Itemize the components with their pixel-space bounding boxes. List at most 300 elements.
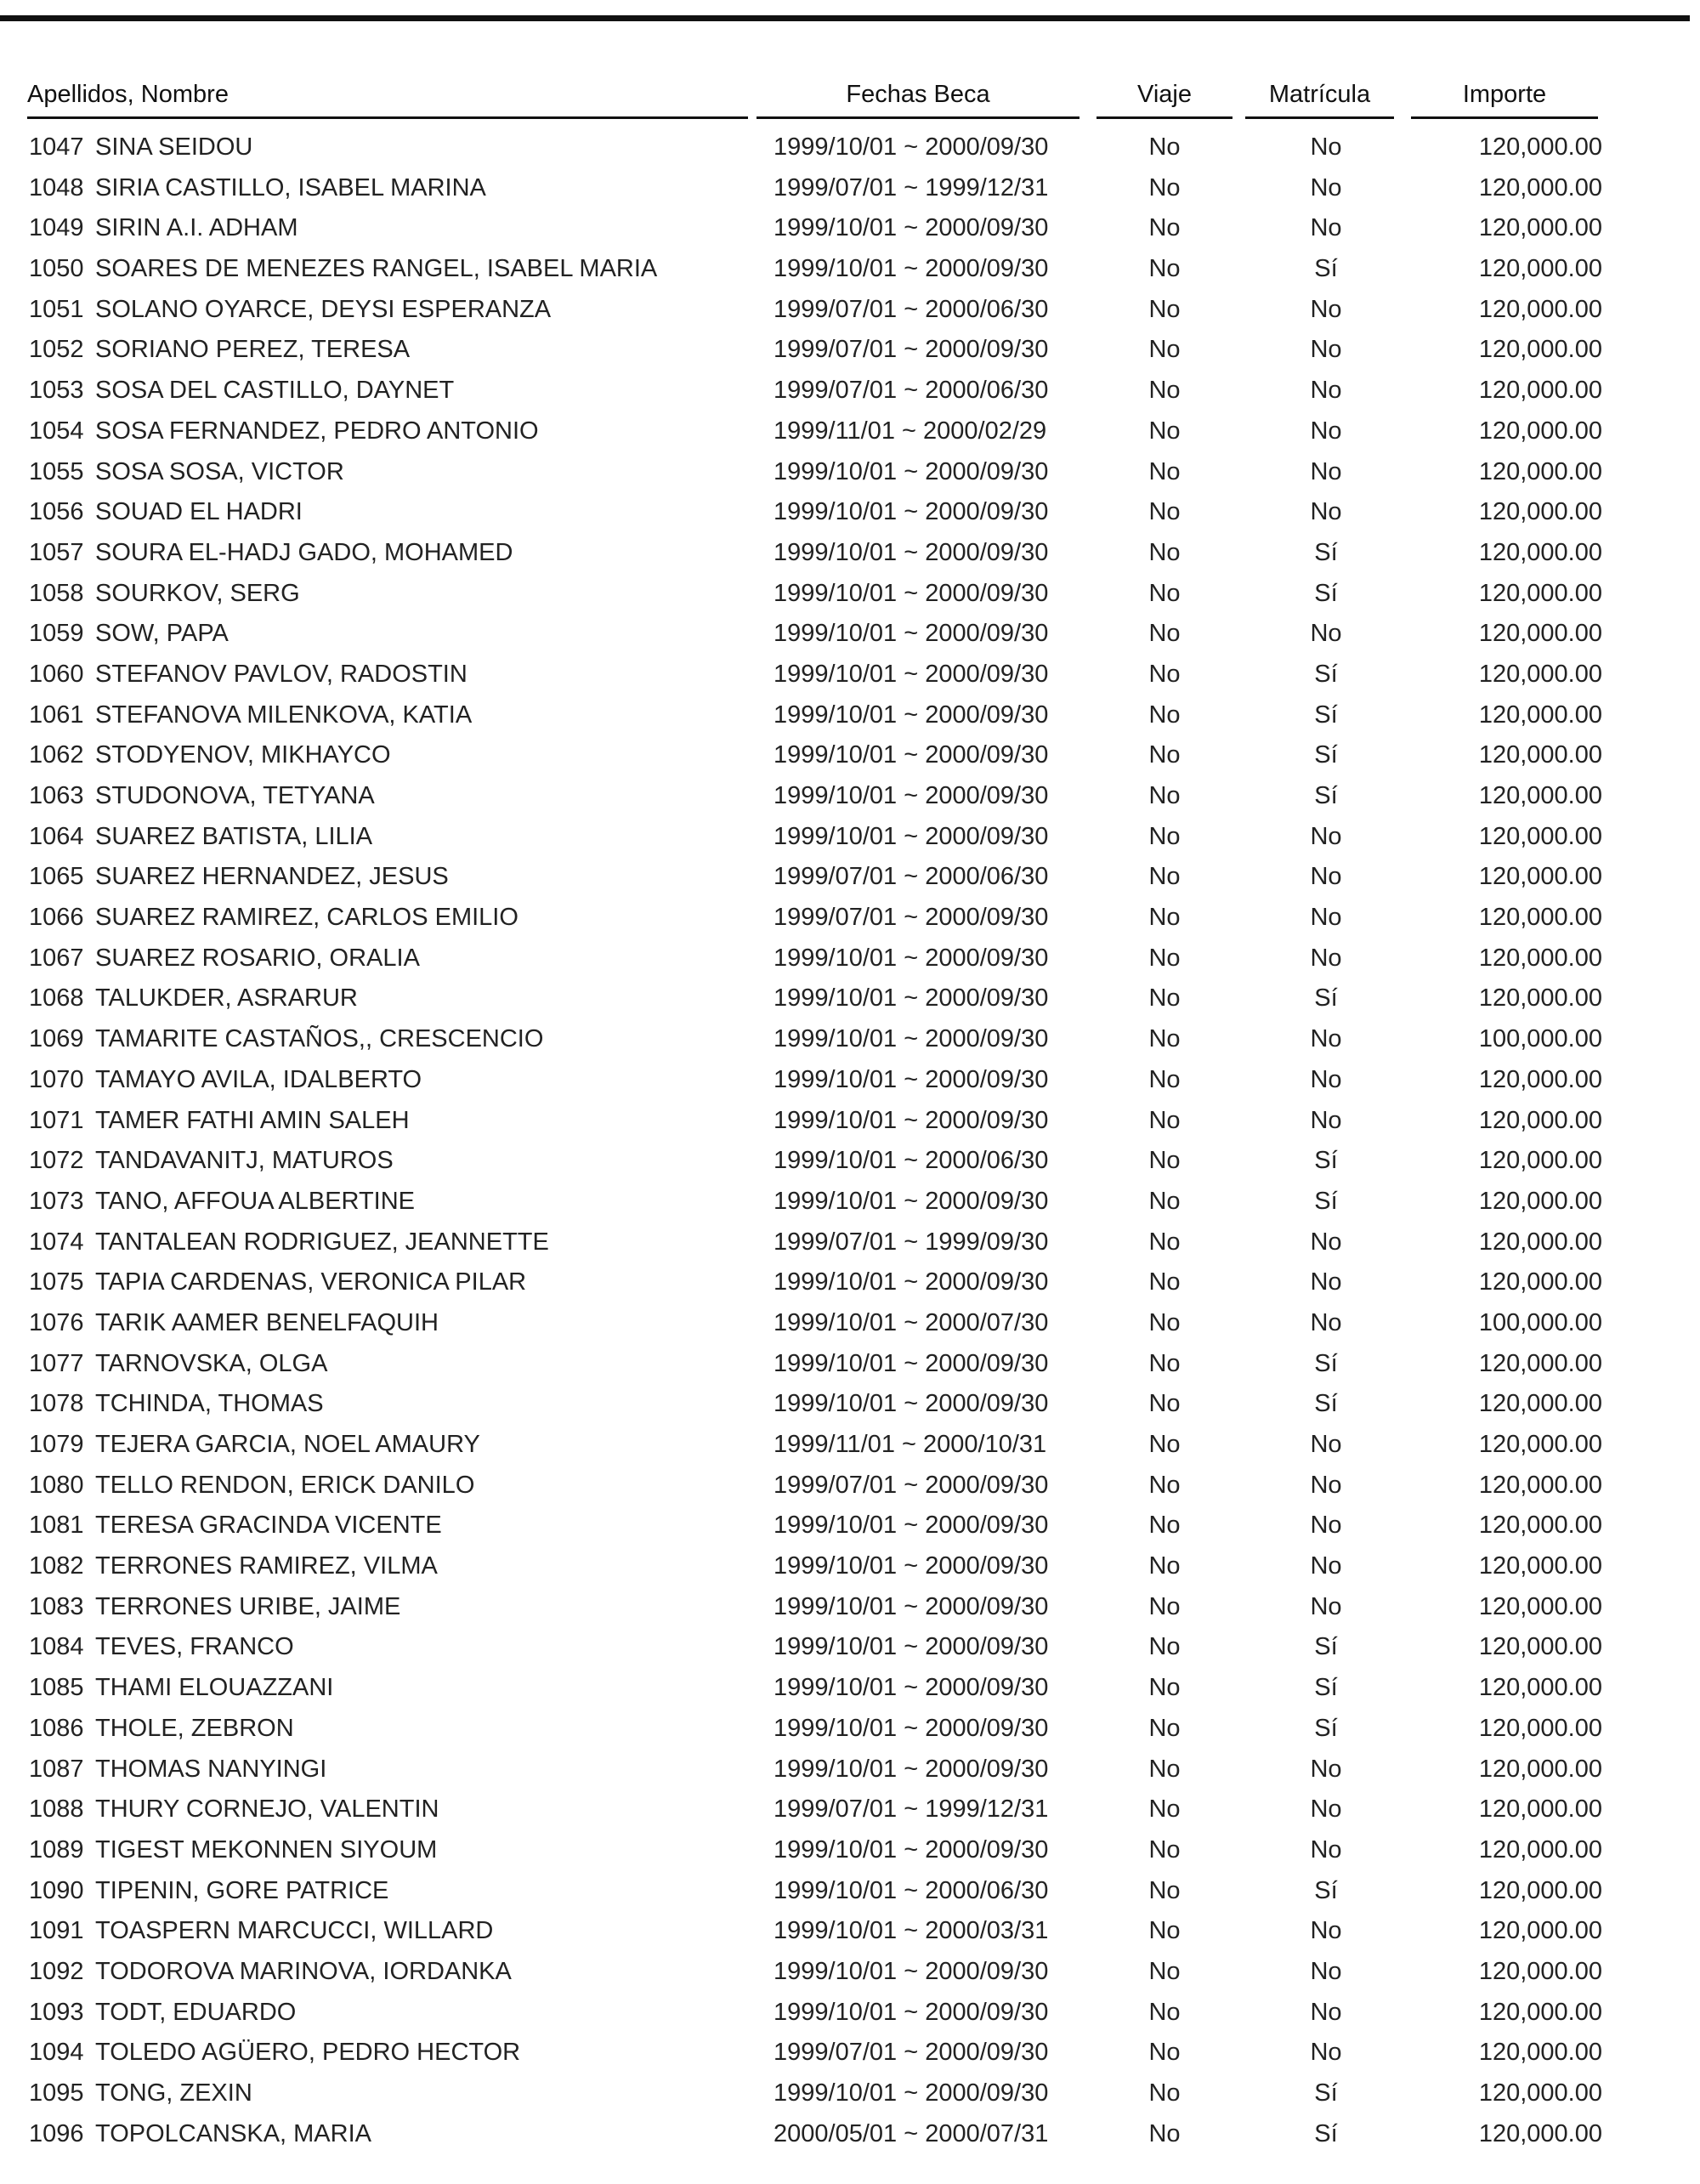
row-dates: 1999/10/01 ~ 2000/09/30 <box>774 1390 1049 1418</box>
row-importe: 120,000.00 <box>1478 1835 1602 1863</box>
row-matricula: Sí <box>1314 1390 1338 1418</box>
row-importe: 120,000.00 <box>1478 984 1602 1013</box>
row-name: TOASPERN MARCUCCI, WILLARD <box>95 1917 494 1945</box>
row-matricula: No <box>1310 457 1342 485</box>
row-importe: 120,000.00 <box>1478 1228 1602 1256</box>
row-name: TCHINDA, THOMAS <box>95 1390 324 1418</box>
table-row <box>0 128 1700 168</box>
row-name: SOSA FERNANDEZ, PEDRO ANTONIO <box>95 417 539 445</box>
row-viaje: No <box>1148 984 1181 1013</box>
row-dates: 1999/10/01 ~ 2000/09/30 <box>774 1592 1049 1620</box>
row-importe: 120,000.00 <box>1478 1633 1602 1661</box>
table-row <box>0 1587 1700 1628</box>
row-viaje: No <box>1148 538 1181 566</box>
row-matricula: No <box>1310 1917 1342 1945</box>
row-matricula: Sí <box>1314 255 1338 283</box>
row-dates: 1999/10/01 ~ 2000/09/30 <box>774 620 1049 648</box>
row-number: 1066 <box>29 904 84 932</box>
table-row <box>0 817 1700 858</box>
row-dates: 1999/11/01 ~ 2000/02/29 <box>774 417 1047 445</box>
row-importe: 120,000.00 <box>1478 904 1602 932</box>
row-name: SORIANO PEREZ, TERESA <box>95 336 411 364</box>
row-number: 1091 <box>29 1917 84 1945</box>
header-matricula: Matrícula <box>1245 81 1394 119</box>
row-viaje: No <box>1148 1349 1181 1377</box>
row-dates: 1999/10/01 ~ 2000/09/30 <box>774 984 1049 1013</box>
row-importe: 120,000.00 <box>1478 1917 1602 1945</box>
row-name: TANDAVANITJ, MATUROS <box>95 1147 394 1175</box>
row-name: SOSA DEL CASTILLO, DAYNET <box>95 377 455 405</box>
row-number: 1059 <box>29 620 84 648</box>
row-matricula: No <box>1310 1755 1342 1783</box>
row-viaje: No <box>1148 1998 1181 2026</box>
top-rule <box>0 15 1690 21</box>
table-row <box>0 857 1700 898</box>
row-importe: 120,000.00 <box>1478 620 1602 648</box>
row-viaje: No <box>1148 1147 1181 1175</box>
row-importe: 120,000.00 <box>1478 498 1602 526</box>
row-dates: 1999/10/01 ~ 2000/09/30 <box>774 1957 1049 1985</box>
row-importe: 120,000.00 <box>1478 741 1602 769</box>
row-viaje: No <box>1148 1025 1181 1053</box>
row-viaje: No <box>1148 336 1181 364</box>
row-importe: 120,000.00 <box>1478 660 1602 688</box>
table-row <box>0 2073 1700 2114</box>
row-dates: 1999/10/01 ~ 2000/09/30 <box>774 741 1049 769</box>
row-number: 1060 <box>29 660 84 688</box>
row-name: STUDONOVA, TETYANA <box>95 782 375 809</box>
row-importe: 120,000.00 <box>1478 1390 1602 1418</box>
row-name: TARNOVSKA, OLGA <box>95 1349 328 1377</box>
row-dates: 1999/10/01 ~ 2000/06/30 <box>774 1147 1049 1175</box>
row-matricula: No <box>1310 863 1342 891</box>
row-dates: 1999/07/01 ~ 2000/09/30 <box>774 904 1049 932</box>
row-number: 1069 <box>29 1025 84 1053</box>
row-viaje: No <box>1148 1228 1181 1256</box>
row-name: TODT, EDUARDO <box>95 1998 297 2026</box>
header-dates: Fechas Beca <box>756 81 1080 119</box>
row-viaje: No <box>1148 1552 1181 1580</box>
row-name: SOW, PAPA <box>95 620 229 648</box>
row-name: SINA SEIDOU <box>95 133 253 161</box>
table-row <box>0 1262 1700 1303</box>
row-viaje: No <box>1148 1633 1181 1661</box>
row-importe: 120,000.00 <box>1478 1714 1602 1742</box>
row-name: TERESA GRACINDA VICENTE <box>95 1512 442 1540</box>
row-importe: 120,000.00 <box>1478 944 1602 972</box>
row-viaje: No <box>1148 1714 1181 1742</box>
row-viaje: No <box>1148 1308 1181 1336</box>
row-name: THOLE, ZEBRON <box>95 1714 294 1742</box>
row-dates: 1999/07/01 ~ 2000/09/30 <box>774 2039 1049 2067</box>
row-importe: 120,000.00 <box>1478 133 1602 161</box>
row-matricula: Sí <box>1314 2119 1338 2147</box>
table-row <box>0 939 1700 979</box>
row-number: 1071 <box>29 1106 84 1134</box>
row-matricula: No <box>1310 904 1342 932</box>
table-row <box>0 1709 1700 1750</box>
row-importe: 120,000.00 <box>1478 457 1602 485</box>
row-number: 1073 <box>29 1187 84 1215</box>
row-matricula: No <box>1310 1065 1342 1093</box>
row-dates: 1999/10/01 ~ 2000/09/30 <box>774 579 1049 607</box>
row-viaje: No <box>1148 2079 1181 2107</box>
row-dates: 1999/10/01 ~ 2000/03/31 <box>774 1917 1049 1945</box>
row-importe: 120,000.00 <box>1478 1349 1602 1377</box>
row-name: TODOROVA MARINOVA, IORDANKA <box>95 1957 512 1985</box>
row-matricula: No <box>1310 1268 1342 1296</box>
row-number: 1085 <box>29 1674 84 1702</box>
row-viaje: No <box>1148 214 1181 242</box>
table-row <box>0 1182 1700 1222</box>
table-row <box>0 574 1700 615</box>
row-number: 1088 <box>29 1795 84 1824</box>
row-number: 1054 <box>29 417 84 445</box>
row-viaje: No <box>1148 904 1181 932</box>
row-viaje: No <box>1148 1917 1181 1945</box>
row-matricula: No <box>1310 822 1342 850</box>
row-number: 1093 <box>29 1998 84 2026</box>
table-row <box>0 1141 1700 1182</box>
row-importe: 120,000.00 <box>1478 417 1602 445</box>
table-row <box>0 898 1700 939</box>
row-name: TAMAYO AVILA, IDALBERTO <box>95 1065 422 1093</box>
row-dates: 1999/10/01 ~ 2000/09/30 <box>774 457 1049 485</box>
row-matricula: No <box>1310 295 1342 323</box>
header-viaje: Viaje <box>1096 81 1232 119</box>
row-viaje: No <box>1148 133 1181 161</box>
table-row <box>0 492 1700 533</box>
row-dates: 1999/10/01 ~ 2000/07/30 <box>774 1308 1049 1336</box>
row-name: THAMI ELOUAZZANI <box>95 1674 334 1702</box>
row-importe: 120,000.00 <box>1478 1592 1602 1620</box>
table-row <box>0 1830 1700 1871</box>
row-number: 1082 <box>29 1552 84 1580</box>
row-number: 1058 <box>29 579 84 607</box>
table-row <box>0 979 1700 1019</box>
table-row <box>0 614 1700 655</box>
row-viaje: No <box>1148 1592 1181 1620</box>
row-number: 1064 <box>29 822 84 850</box>
table-row <box>0 1871 1700 1912</box>
row-matricula: No <box>1310 1998 1342 2026</box>
table-row <box>0 1911 1700 1952</box>
row-dates: 1999/10/01 ~ 2000/09/30 <box>774 1187 1049 1215</box>
row-matricula: No <box>1310 1552 1342 1580</box>
row-name: SIRIN A.I. ADHAM <box>95 214 298 242</box>
row-viaje: No <box>1148 1835 1181 1863</box>
row-viaje: No <box>1148 1876 1181 1904</box>
row-viaje: No <box>1148 579 1181 607</box>
row-importe: 120,000.00 <box>1478 1268 1602 1296</box>
row-matricula: Sí <box>1314 660 1338 688</box>
row-importe: 120,000.00 <box>1478 579 1602 607</box>
table-row <box>0 1750 1700 1790</box>
table-body <box>0 128 1700 2154</box>
row-matricula: No <box>1310 1592 1342 1620</box>
row-importe: 120,000.00 <box>1478 1431 1602 1458</box>
row-viaje: No <box>1148 620 1181 648</box>
row-importe: 100,000.00 <box>1478 1308 1602 1336</box>
table-row <box>0 1060 1700 1101</box>
table-row <box>0 1952 1700 1993</box>
row-matricula: Sí <box>1314 701 1338 729</box>
row-number: 1063 <box>29 782 84 809</box>
table-row <box>0 371 1700 411</box>
row-importe: 120,000.00 <box>1478 336 1602 364</box>
row-number: 1051 <box>29 295 84 323</box>
row-dates: 1999/10/01 ~ 2000/09/30 <box>774 2079 1049 2107</box>
row-dates: 1999/10/01 ~ 2000/09/30 <box>774 1835 1049 1863</box>
row-number: 1049 <box>29 214 84 242</box>
row-viaje: No <box>1148 2119 1181 2147</box>
row-matricula: Sí <box>1314 579 1338 607</box>
row-dates: 1999/10/01 ~ 2000/09/30 <box>774 1552 1049 1580</box>
row-dates: 1999/07/01 ~ 1999/12/31 <box>774 173 1049 201</box>
row-name: SOSA SOSA, VICTOR <box>95 457 344 485</box>
row-number: 1079 <box>29 1431 84 1458</box>
row-dates: 1999/10/01 ~ 2000/09/30 <box>774 701 1049 729</box>
row-matricula: No <box>1310 2039 1342 2067</box>
row-number: 1089 <box>29 1835 84 1863</box>
row-importe: 120,000.00 <box>1478 295 1602 323</box>
row-viaje: No <box>1148 498 1181 526</box>
row-importe: 120,000.00 <box>1478 2079 1602 2107</box>
row-name: TELLO RENDON, ERICK DANILO <box>95 1471 475 1499</box>
row-matricula: Sí <box>1314 2079 1338 2107</box>
row-name: TANTALEAN RODRIGUEZ, JEANNETTE <box>95 1228 549 1256</box>
row-dates: 2000/05/01 ~ 2000/07/31 <box>774 2119 1049 2147</box>
table-row <box>0 411 1700 452</box>
row-viaje: No <box>1148 701 1181 729</box>
row-matricula: No <box>1310 944 1342 972</box>
row-name: TOLEDO AGÜERO, PEDRO HECTOR <box>95 2039 521 2067</box>
row-dates: 1999/07/01 ~ 1999/09/30 <box>774 1228 1049 1256</box>
row-matricula: No <box>1310 1431 1342 1458</box>
row-number: 1092 <box>29 1957 84 1985</box>
row-name: SIRIA CASTILLO, ISABEL MARINA <box>95 173 486 201</box>
row-name: SUAREZ HERNANDEZ, JESUS <box>95 863 449 891</box>
row-matricula: No <box>1310 1512 1342 1540</box>
row-matricula: No <box>1310 377 1342 405</box>
row-importe: 120,000.00 <box>1478 1065 1602 1093</box>
row-name: STEFANOVA MILENKOVA, KATIA <box>95 701 473 729</box>
row-importe: 120,000.00 <box>1478 1106 1602 1134</box>
row-name: STODYENOV, MIKHAYCO <box>95 741 391 769</box>
row-dates: 1999/10/01 ~ 2000/09/30 <box>774 822 1049 850</box>
row-matricula: No <box>1310 336 1342 364</box>
row-number: 1050 <box>29 255 84 283</box>
row-viaje: No <box>1148 1674 1181 1702</box>
row-matricula: No <box>1310 173 1342 201</box>
row-viaje: No <box>1148 1268 1181 1296</box>
row-importe: 120,000.00 <box>1478 538 1602 566</box>
row-number: 1086 <box>29 1714 84 1742</box>
row-importe: 120,000.00 <box>1478 214 1602 242</box>
row-number: 1055 <box>29 457 84 485</box>
row-matricula: Sí <box>1314 1187 1338 1215</box>
row-name: TAMARITE CASTAÑOS,, CRESCENCIO <box>95 1025 544 1053</box>
row-number: 1061 <box>29 701 84 729</box>
row-importe: 120,000.00 <box>1478 701 1602 729</box>
row-number: 1072 <box>29 1147 84 1175</box>
row-dates: 1999/10/01 ~ 2000/09/30 <box>774 133 1049 161</box>
row-viaje: No <box>1148 417 1181 445</box>
row-importe: 120,000.00 <box>1478 173 1602 201</box>
row-importe: 120,000.00 <box>1478 1755 1602 1783</box>
row-number: 1048 <box>29 173 84 201</box>
row-importe: 120,000.00 <box>1478 255 1602 283</box>
row-viaje: No <box>1148 2039 1181 2067</box>
row-dates: 1999/10/01 ~ 2000/09/30 <box>774 660 1049 688</box>
row-number: 1087 <box>29 1755 84 1783</box>
row-matricula: No <box>1310 1471 1342 1499</box>
row-dates: 1999/07/01 ~ 2000/06/30 <box>774 377 1049 405</box>
row-importe: 120,000.00 <box>1478 1187 1602 1215</box>
row-name: SUAREZ BATISTA, LILIA <box>95 822 373 850</box>
row-matricula: No <box>1310 1228 1342 1256</box>
row-viaje: No <box>1148 255 1181 283</box>
row-viaje: No <box>1148 1431 1181 1458</box>
row-viaje: No <box>1148 457 1181 485</box>
header-importe: Importe <box>1411 81 1598 119</box>
row-name: SOUAD EL HADRI <box>95 498 303 526</box>
row-matricula: No <box>1310 133 1342 161</box>
row-matricula: No <box>1310 417 1342 445</box>
row-viaje: No <box>1148 1512 1181 1540</box>
row-importe: 120,000.00 <box>1478 1795 1602 1824</box>
row-dates: 1999/07/01 ~ 2000/06/30 <box>774 863 1049 891</box>
row-viaje: No <box>1148 1471 1181 1499</box>
row-dates: 1999/10/01 ~ 2000/09/30 <box>774 944 1049 972</box>
row-matricula: Sí <box>1314 782 1338 809</box>
row-matricula: Sí <box>1314 1674 1338 1702</box>
row-number: 1076 <box>29 1308 84 1336</box>
row-number: 1077 <box>29 1349 84 1377</box>
table-row <box>0 1668 1700 1709</box>
row-name: TONG, ZEXIN <box>95 2079 252 2107</box>
row-dates: 1999/07/01 ~ 1999/12/31 <box>774 1795 1049 1824</box>
row-name: TERRONES URIBE, JAIME <box>95 1592 401 1620</box>
row-importe: 120,000.00 <box>1478 1147 1602 1175</box>
table-row <box>0 735 1700 776</box>
row-viaje: No <box>1148 1795 1181 1824</box>
row-name: TANO, AFFOUA ALBERTINE <box>95 1187 416 1215</box>
row-name: TOPOLCANSKA, MARIA <box>95 2119 371 2147</box>
row-importe: 120,000.00 <box>1478 1552 1602 1580</box>
row-dates: 1999/10/01 ~ 2000/09/30 <box>774 1714 1049 1742</box>
row-number: 1075 <box>29 1268 84 1296</box>
table-row <box>0 2033 1700 2073</box>
table-row <box>0 1425 1700 1466</box>
row-viaje: No <box>1148 295 1181 323</box>
row-dates: 1999/10/01 ~ 2000/09/30 <box>774 1674 1049 1702</box>
row-number: 1080 <box>29 1471 84 1499</box>
row-viaje: No <box>1148 863 1181 891</box>
row-viaje: No <box>1148 1957 1181 1985</box>
row-matricula: Sí <box>1314 1633 1338 1661</box>
row-number: 1094 <box>29 2039 84 2067</box>
row-matricula: Sí <box>1314 984 1338 1013</box>
row-name: SOARES DE MENEZES RANGEL, ISABEL MARIA <box>95 255 658 283</box>
row-viaje: No <box>1148 1187 1181 1215</box>
row-matricula: No <box>1310 1106 1342 1134</box>
table-row <box>0 208 1700 249</box>
row-matricula: No <box>1310 1025 1342 1053</box>
row-name: THURY CORNEJO, VALENTIN <box>95 1795 439 1824</box>
row-number: 1047 <box>29 133 84 161</box>
row-dates: 1999/10/01 ~ 2000/09/30 <box>774 214 1049 242</box>
row-dates: 1999/07/01 ~ 2000/09/30 <box>774 336 1049 364</box>
row-dates: 1999/10/01 ~ 2000/09/30 <box>774 782 1049 809</box>
row-dates: 1999/07/01 ~ 2000/06/30 <box>774 295 1049 323</box>
row-name: STEFANOV PAVLOV, RADOSTIN <box>95 660 468 688</box>
table-header <box>0 81 1700 123</box>
table-row <box>0 249 1700 290</box>
row-name: TEJERA GARCIA, NOEL AMAURY <box>95 1431 480 1458</box>
row-viaje: No <box>1148 1065 1181 1093</box>
row-dates: 1999/10/01 ~ 2000/09/30 <box>774 1349 1049 1377</box>
table-row <box>0 1790 1700 1830</box>
row-name: TEVES, FRANCO <box>95 1633 294 1661</box>
row-matricula: No <box>1310 620 1342 648</box>
row-matricula: No <box>1310 1835 1342 1863</box>
row-dates: 1999/10/01 ~ 2000/09/30 <box>774 1065 1049 1093</box>
table-row <box>0 290 1700 331</box>
table-row <box>0 695 1700 736</box>
table-row <box>0 1344 1700 1385</box>
row-viaje: No <box>1148 741 1181 769</box>
row-matricula: Sí <box>1314 1876 1338 1904</box>
row-importe: 120,000.00 <box>1478 822 1602 850</box>
row-number: 1068 <box>29 984 84 1013</box>
table-row <box>0 1993 1700 2034</box>
row-number: 1070 <box>29 1065 84 1093</box>
row-dates: 1999/10/01 ~ 2000/09/30 <box>774 1268 1049 1296</box>
row-number: 1057 <box>29 538 84 566</box>
row-name: SOURA EL-HADJ GADO, MOHAMED <box>95 538 513 566</box>
row-importe: 120,000.00 <box>1478 2039 1602 2067</box>
table-row <box>0 655 1700 695</box>
row-dates: 1999/10/01 ~ 2000/09/30 <box>774 1025 1049 1053</box>
row-dates: 1999/11/01 ~ 2000/10/31 <box>774 1431 1047 1458</box>
table-row <box>0 1546 1700 1587</box>
row-viaje: No <box>1148 173 1181 201</box>
table-row <box>0 1384 1700 1425</box>
row-dates: 1999/10/01 ~ 2000/09/30 <box>774 1106 1049 1134</box>
row-importe: 120,000.00 <box>1478 377 1602 405</box>
row-number: 1081 <box>29 1512 84 1540</box>
row-name: SOLANO OYARCE, DEYSI ESPERANZA <box>95 295 552 323</box>
row-name: TAPIA CARDENAS, VERONICA PILAR <box>95 1268 527 1296</box>
row-importe: 120,000.00 <box>1478 1998 1602 2026</box>
row-number: 1090 <box>29 1876 84 1904</box>
row-matricula: Sí <box>1314 1349 1338 1377</box>
table-row <box>0 1506 1700 1546</box>
row-dates: 1999/10/01 ~ 2000/09/30 <box>774 1998 1049 2026</box>
row-dates: 1999/10/01 ~ 2000/09/30 <box>774 255 1049 283</box>
row-dates: 1999/10/01 ~ 2000/06/30 <box>774 1876 1049 1904</box>
table-row <box>0 330 1700 371</box>
row-viaje: No <box>1148 944 1181 972</box>
row-number: 1095 <box>29 2079 84 2107</box>
row-importe: 100,000.00 <box>1478 1025 1602 1053</box>
table-row <box>0 533 1700 574</box>
row-matricula: No <box>1310 1308 1342 1336</box>
row-viaje: No <box>1148 377 1181 405</box>
table-row <box>0 1466 1700 1506</box>
row-number: 1078 <box>29 1390 84 1418</box>
